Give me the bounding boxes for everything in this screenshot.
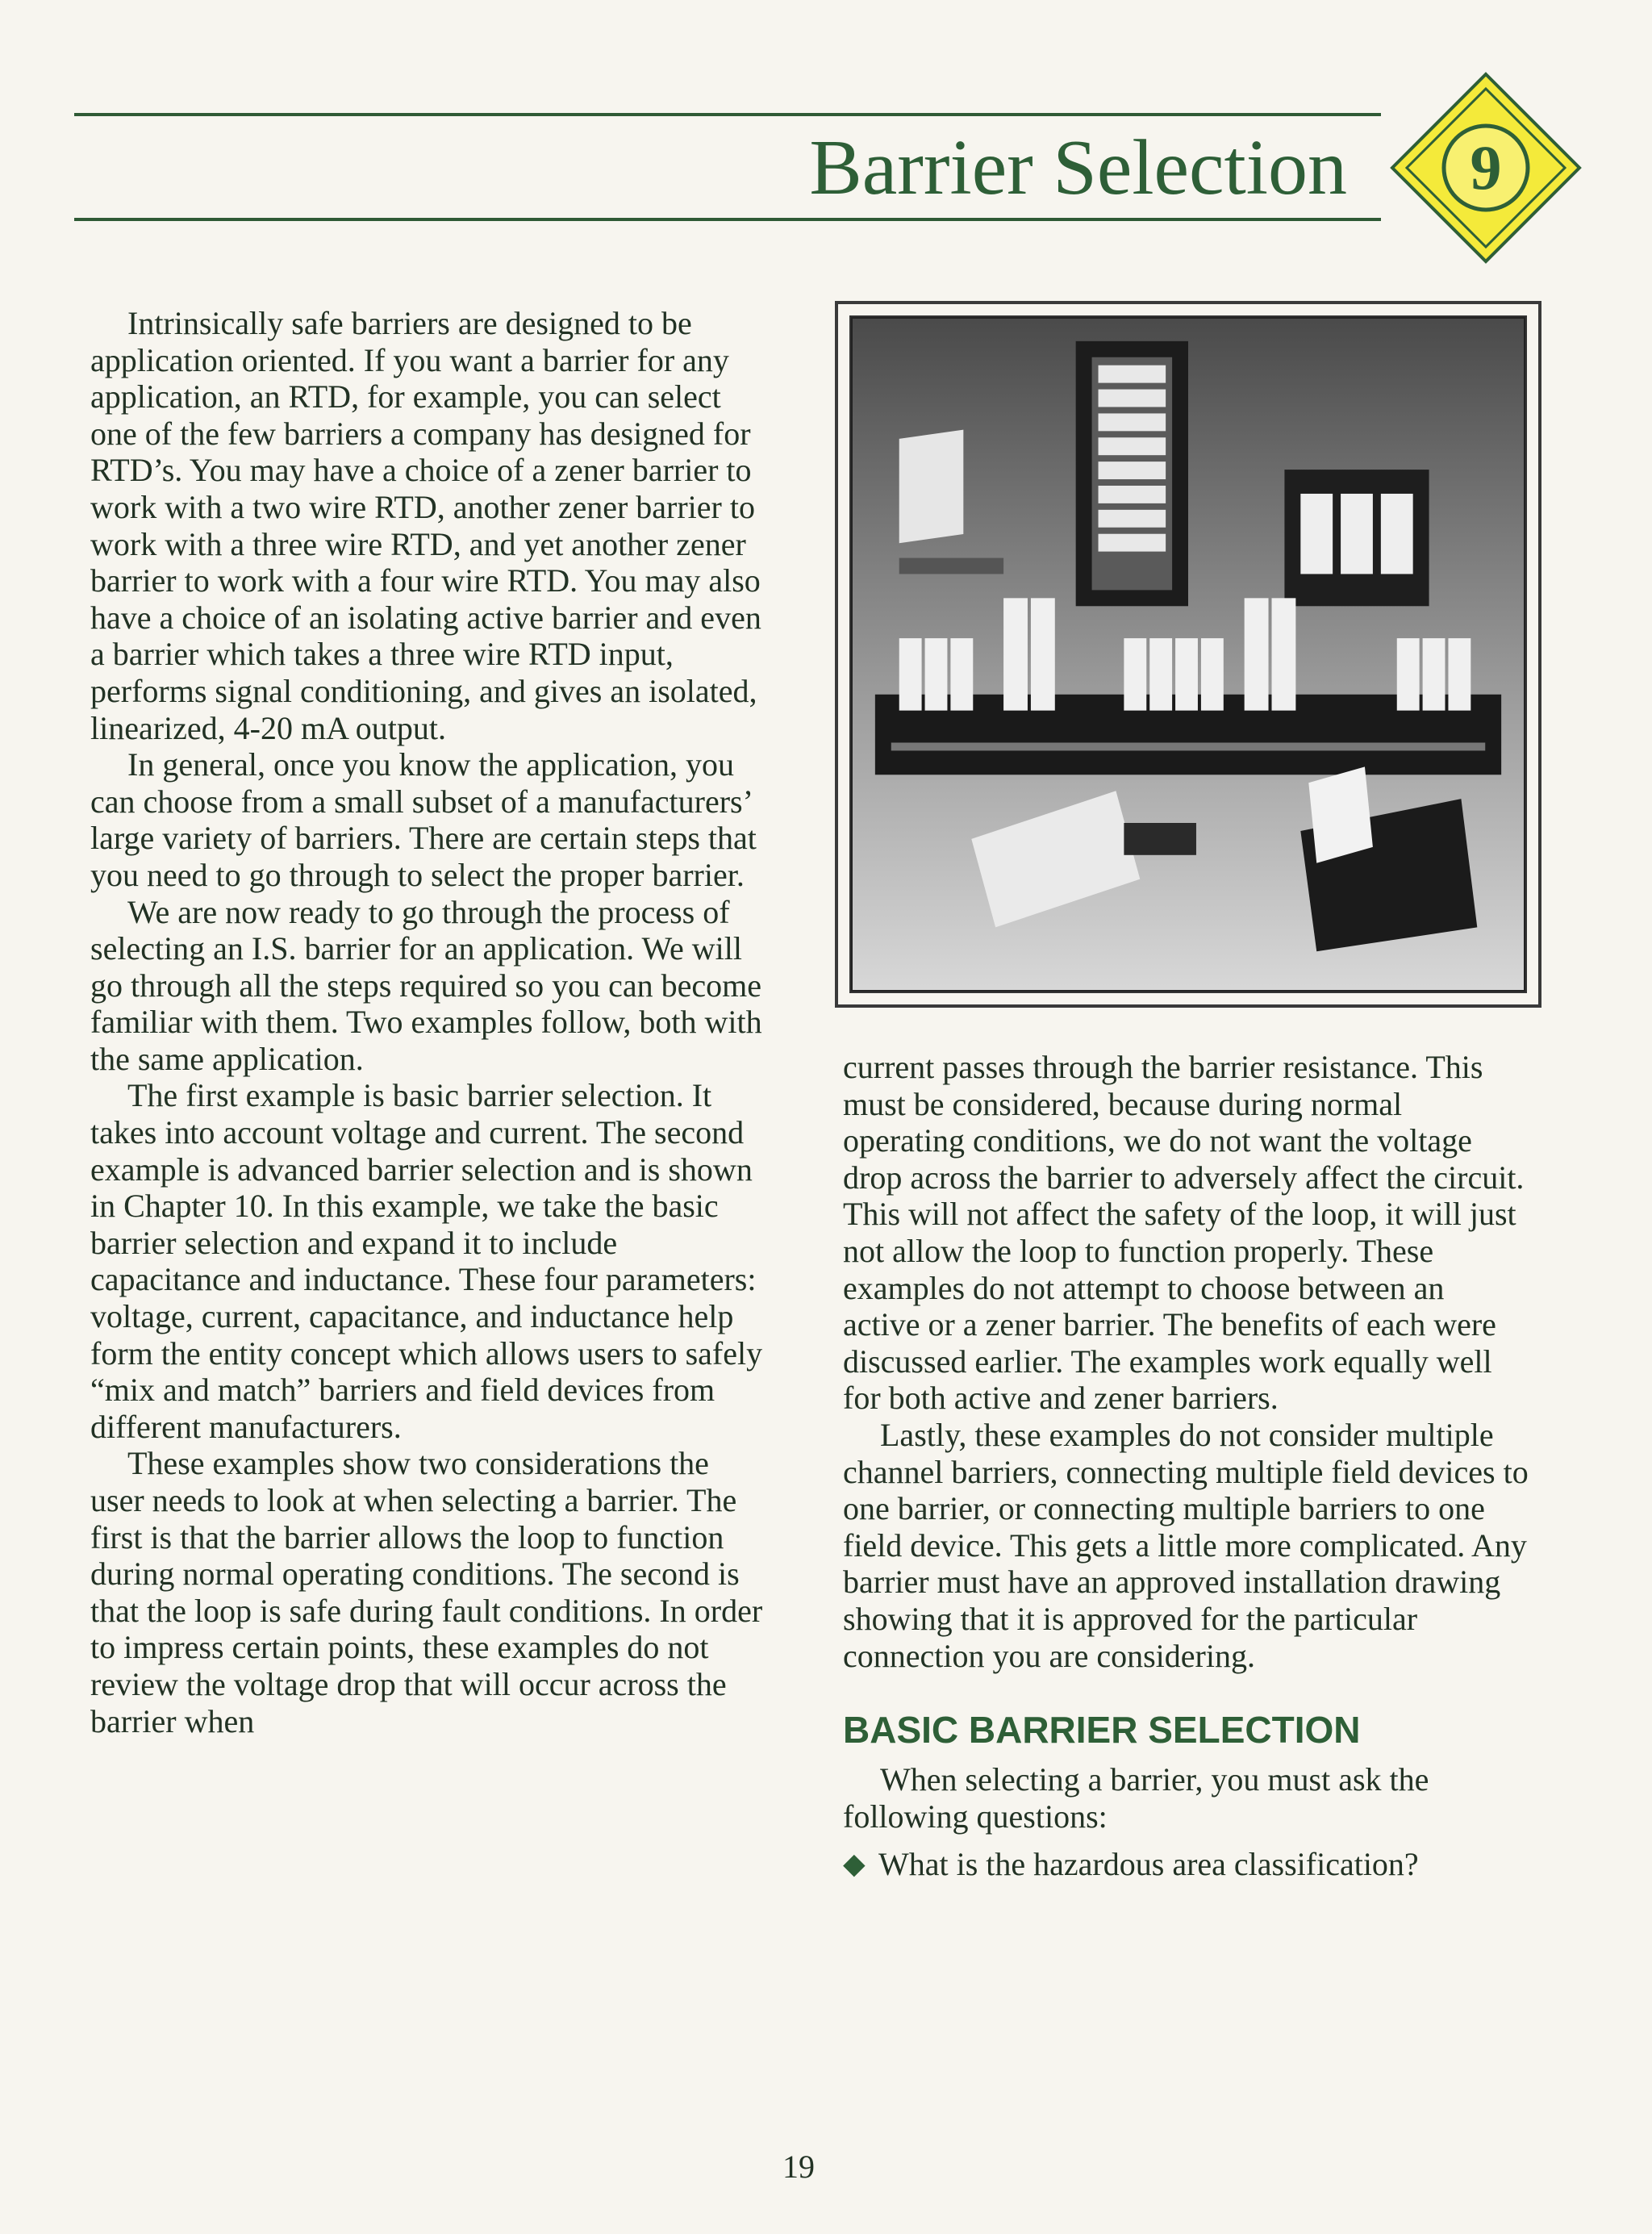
section-heading: BASIC BARRIER SELECTION bbox=[843, 1709, 1361, 1752]
left-column bbox=[90, 305, 768, 1739]
bullet-text: What is the hazardous area classification? bbox=[878, 1846, 1419, 1883]
chapter-badge bbox=[1389, 71, 1583, 265]
paragraph: The first example is basic barrier selection. It takes into account voltage and current. The second example is advanced barrier selection and is shown in Chapter 10. In this example, we take the basic barrier selection and expand it to include capacitance and inductance. These four parameters: voltage, current, capacitance, and inductance help form the entity concept which allows users to safely “mix and match” barriers and field devices from different manufacturers. bbox=[90, 1077, 763, 1445]
paragraph: In general, once you know the application, you can choose from a small subset of a manufacturers’ large variety of barriers. There are certain steps that you need to go through to select the proper barrier. bbox=[90, 746, 757, 893]
chapter-number: 9 bbox=[1470, 132, 1502, 203]
header-top-rule bbox=[74, 113, 1381, 116]
paragraph: These examples show two considerations the user needs to look at when selecting a barrier. The first is that the barrier allows the loop to function during normal operating conditions. The second is that the loop is safe during fault conditions. In order to impress certain points, these examples do not review the voltage drop that will occur across the barrier when bbox=[90, 1445, 763, 1739]
product-photo-frame bbox=[835, 301, 1541, 1008]
header-bottom-rule bbox=[74, 218, 1381, 221]
diamond-bullet-icon: ◆ bbox=[843, 1848, 866, 1881]
bullet-item bbox=[843, 1846, 1529, 1883]
paragraph: Intrinsically safe barriers are designed to be application oriented. If you want a barrier for any application, an RTD, for example, you can select one of the few barriers a company has designed for RTD’s. You may have a choice of a zener barrier to work with a two wire RTD, another zener barrier to work with a three wire RTD, and yet another zener barrier to work with a four wire RTD. You may also have a choice of an isolating active barrier and even a barrier which takes a three wire RTD input, performs signal conditioning, and gives an isolated, linearized, 4-20 mA output. bbox=[90, 305, 761, 746]
barrier-products-photo bbox=[849, 315, 1527, 993]
page-title: Barrier Selection bbox=[809, 124, 1347, 211]
page-number: 19 bbox=[782, 2148, 815, 2185]
paragraph: When selecting a barrier, you must ask the following questions: bbox=[843, 1761, 1429, 1835]
right-column bbox=[843, 1049, 1529, 1883]
paragraph: current passes through the barrier resistance. This must be considered, because during normal operating conditions, we do not want the voltage drop across the barrier to adversely affect the circuit. This will not affect the safety of the loop, it will just not allow the loop to function properly. These examples do not attempt to choose between an active or a zener barrier. The benefits of each were discussed earlier. The examples work equally well for both active and zener barriers. bbox=[843, 1049, 1525, 1417]
paragraph: Lastly, these examples do not consider multiple channel barriers, connecting multiple field devices to one barrier, or connecting multiple barriers to one field device. This gets a little more complicated. Any barrier must have an approved installation drawing showing that it is approved for the particular connection you are considering. bbox=[843, 1416, 1529, 1674]
paragraph: We are now ready to go through the process of selecting an I.S. barrier for an application. We will go through all the steps required so you can become familiar with them. Two examples follow, both with the same application. bbox=[90, 893, 762, 1077]
